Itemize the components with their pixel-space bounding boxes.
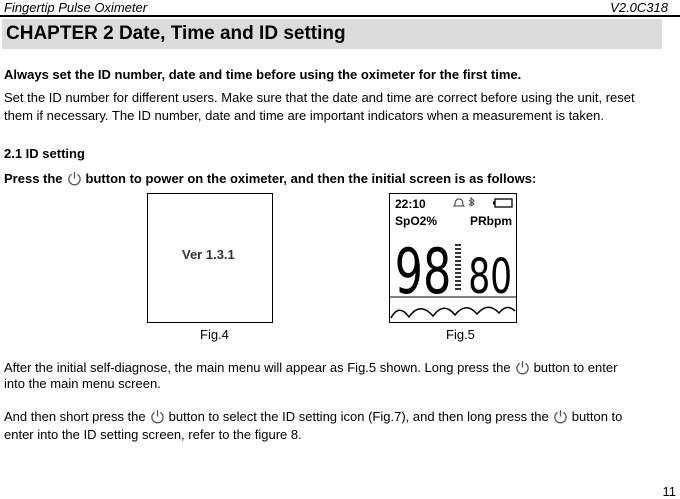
para2-line-2: into the main menu screen.	[4, 376, 161, 391]
chapter-title: CHAPTER 2 Date, Time and ID setting	[2, 19, 662, 49]
para3-line-1	[4, 408, 622, 425]
power-icon	[67, 171, 82, 186]
para2-before-text: After the initial self-diagnose, the main menu will appear as Fig.5 shown. Long press the	[4, 360, 511, 375]
fig5-spo2-label: SpO2%	[395, 214, 438, 228]
para2-after-text: button to enter	[533, 360, 618, 375]
header-divider	[0, 15, 680, 17]
power-icon	[515, 360, 530, 375]
press-instruction	[4, 170, 536, 187]
para3-text-c: button to	[571, 409, 623, 424]
page-number: 11	[662, 484, 676, 499]
para3-text-a: And then short press the	[4, 409, 146, 424]
fig5-pr-label: PRbpm	[470, 214, 512, 228]
power-icon	[150, 409, 165, 424]
para3-text-b: button to select the ID setting icon (Fig.7), and then long press the	[168, 409, 549, 424]
para2-line-1	[4, 359, 617, 376]
page-header	[4, 0, 668, 15]
fig5-time: 22:10	[395, 197, 426, 211]
press-before-text: Press the	[4, 171, 63, 186]
para3-line-2: enter into the ID setting screen, refer to the figure 8.	[4, 427, 302, 442]
power-icon	[553, 409, 568, 424]
fig5-caption: Fig.5	[446, 327, 475, 342]
fig5-main-screen	[389, 193, 517, 323]
version-label: Ver 1.3.1	[182, 247, 235, 262]
press-after-text: button to power on the oximeter, and then the initial screen is as follows:	[85, 171, 537, 186]
header-product-name: Fingertip Pulse Oximeter	[4, 0, 148, 15]
fig5-spo2-value: 98	[394, 236, 452, 309]
fig4-caption: Fig.4	[200, 327, 229, 342]
header-version: V2.0C318	[610, 0, 668, 15]
section-heading: 2.1 ID setting	[4, 146, 85, 161]
intro-bold-text: Always set the ID number, date and time before using the oximeter for the first time.	[4, 67, 522, 82]
intro-line-1: Set the ID number for different users. Make sure that the date and time are correct before using the unit, reset	[4, 90, 635, 105]
fig4-boot-screen	[147, 193, 273, 323]
intro-line-2: them if necessary. The ID number, date and time are important indicators when a measurement is taken.	[4, 108, 604, 123]
fig5-pr-value: 80	[468, 249, 513, 306]
